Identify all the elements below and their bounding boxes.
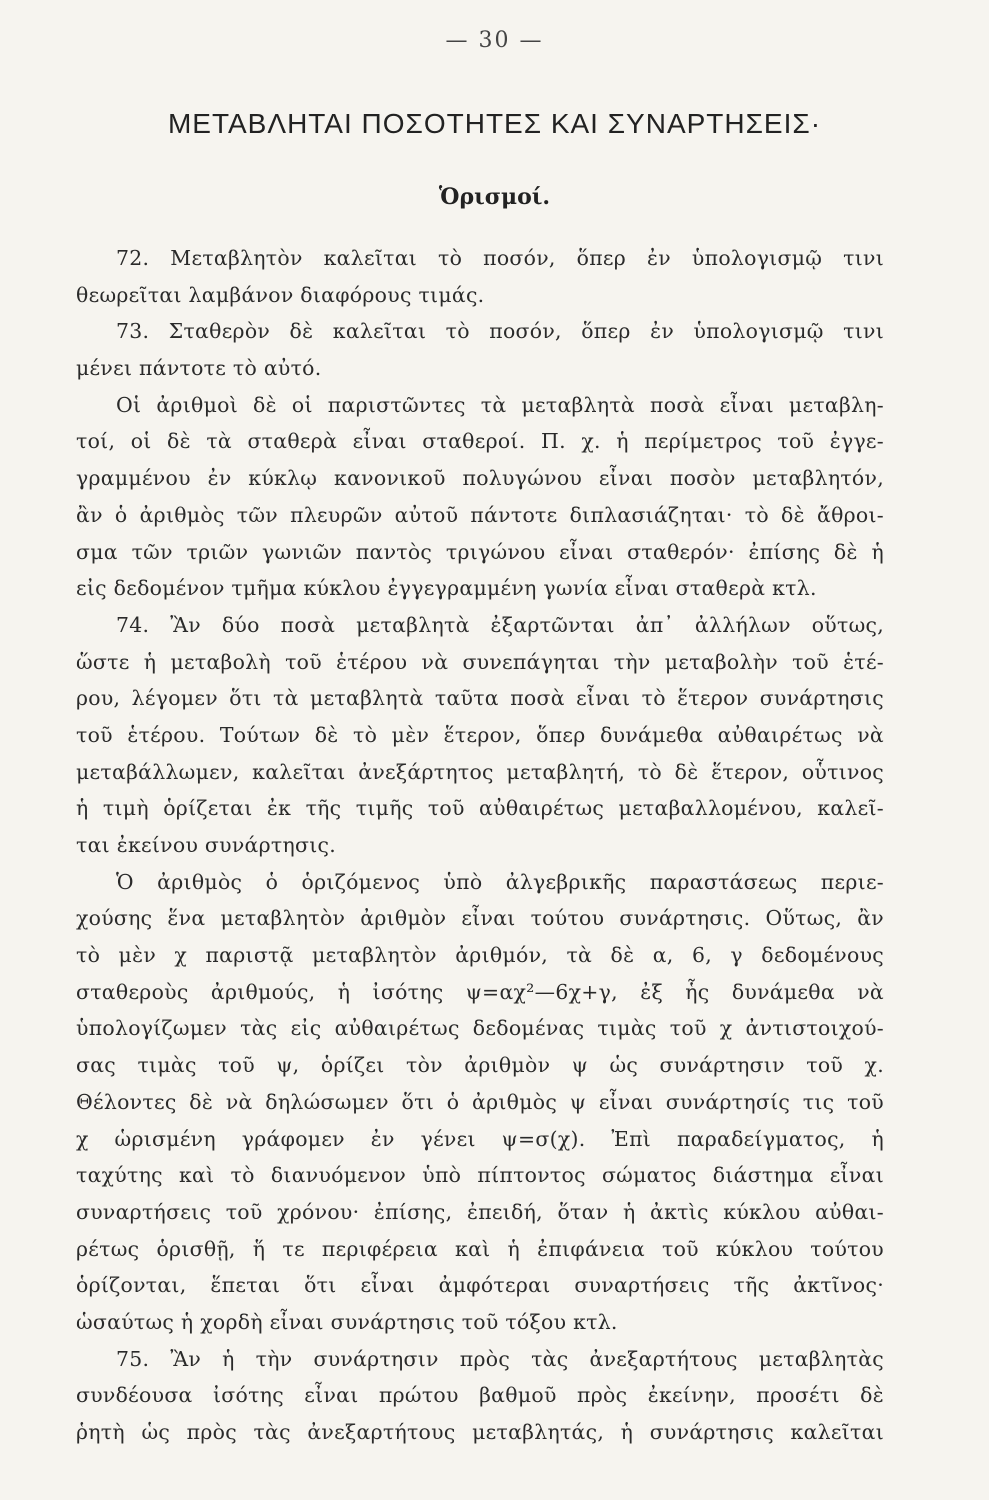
body-text bbox=[76, 240, 884, 1451]
text-line: σας τιμὰς τοῦ ψ, ὁρίζει τὸν ἀριθμὸν ψ ὡς συνάρτησιν τοῦ χ. bbox=[76, 1053, 884, 1078]
text-line: ὁρίζονται, ἕπεται ὅτι εἶναι ἀμφότεραι συναρτήσεις τῆς ἀκτῖνος· bbox=[76, 1273, 884, 1298]
text-line: χούσης ἕνα μεταβλητὸν ἀριθμὸν εἶναι τούτου συνάρτησις. Οὕτως, ἂν bbox=[76, 906, 884, 931]
page-number: — 30 — bbox=[445, 28, 544, 53]
section-subtitle: Ὁρισμοί. bbox=[438, 184, 551, 210]
text-line: ρέτως ὁρισθῇ, ἥ τε περιφέρεια καὶ ἡ ἐπιφάνεια τοῦ κύκλου τούτου bbox=[76, 1236, 884, 1261]
text-line: ῥητὴ ὡς πρὸς τὰς ἀνεξαρτήτους μεταβλητάς, ἡ συνάρτησις καλεῖται bbox=[76, 1420, 884, 1444]
text-line: τοῦ ἑτέρου. Τούτων δὲ τὸ μὲν ἕτερον, ὅπερ δυνάμεθα αὐθαιρέτως νὰ bbox=[76, 722, 884, 747]
text-line: θεωρεῖται λαμβάνον διαφόρους τιμάς. bbox=[76, 282, 485, 307]
text-line: τὸ μὲν χ παριστᾷ μεταβλητὸν ἀριθμόν, τὰ δὲ α, 6, γ δεδομένους bbox=[76, 943, 884, 968]
text-line: σμα τῶν τριῶν γωνιῶν παντὸς τριγώνου εἶναι σταθερόν· ἐπίσης δὲ ἡ bbox=[76, 539, 884, 564]
text-line: Ὁ ἀριθμὸς ὁ ὁριζόμενος ὑπὸ ἀλγεβρικῆς παραστάσεως περιε- bbox=[116, 869, 884, 894]
text-line: τοί, οἱ δὲ τὰ σταθερὰ εἶναι σταθεροί. Π. χ. ἡ περίμετρος τοῦ ἐγγε- bbox=[76, 429, 884, 454]
text-line: ται ἐκείνου συνάρτησις. bbox=[76, 833, 337, 857]
text-line: 74. Ἂν δύο ποσὰ μεταβλητὰ ἐξαρτῶνται ἀπ᾿ ἀλλήλων οὕτως, bbox=[116, 612, 884, 637]
text-line: σταθεροὺς ἀριθμούς, ἡ ἰσότης ψ=αχ²—6χ+γ, ἐξ ἧς δυνάμεθα νὰ bbox=[76, 979, 884, 1004]
text-line: χ ὡρισμένη γράφομεν ἐν γένει ψ=σ(χ). Ἐπὶ παραδείγματος, ἡ bbox=[76, 1126, 884, 1151]
text-line: μένει πάντοτε τὸ αὐτό. bbox=[76, 356, 322, 381]
text-line: ὥστε ἡ μεταβολὴ τοῦ ἑτέρου νὰ συνεπάγηται τὴν μεταβολὴν τοῦ ἑτέ- bbox=[76, 649, 884, 674]
text-line: μεταβάλλωμεν, καλεῖται ἀνεξάρτητος μεταβλητή, τὸ δὲ ἕτερον, οὗτινος bbox=[76, 759, 884, 784]
text-line: εἰς δεδομένον τμῆμα κύκλου ἐγγεγραμμένη γωνία εἶναι σταθερὰ κτλ. bbox=[76, 576, 817, 601]
text-line: ρου, λέγομεν ὅτι τὰ μεταβλητὰ ταῦτα ποσὰ εἶναι τὸ ἕτερον συνάρτησις bbox=[76, 686, 884, 711]
text-line: γραμμένου ἐν κύκλῳ κανονικοῦ πολυγώνου εἶναι ποσὸν μεταβλητόν, bbox=[76, 466, 884, 491]
text-line: ὑπολογίζωμεν τὰς εἰς αὐθαιρέτως δεδομένας τιμὰς τοῦ χ ἀντιστοιχού- bbox=[76, 1016, 884, 1041]
text-line: 72. Μεταβλητὸν καλεῖται τὸ ποσόν, ὅπερ ἐν ὑπολογισμῷ τινι bbox=[116, 246, 884, 270]
text-line: 73. Σταθερὸν δὲ καλεῖται τὸ ποσόν, ὅπερ ἐν ὑπολογισμῷ τινι bbox=[116, 319, 884, 344]
text-line: Θέλοντες δὲ νὰ δηλώσωμεν ὅτι ὁ ἀριθμὸς ψ εἶναι συνάρτησίς τις τοῦ bbox=[76, 1089, 884, 1114]
text-line: ὡσαύτως ἡ χορδὴ εἶναι συνάρτησις τοῦ τόξου κτλ. bbox=[76, 1309, 618, 1334]
text-line: Οἱ ἀριθμοὶ δὲ οἱ παριστῶντες τὰ μεταβλητὰ ποσὰ εἶναι μεταβλη- bbox=[116, 392, 884, 417]
text-line: ἂν ὁ ἀριθμὸς τῶν πλευρῶν αὐτοῦ πάντοτε διπλασιάζηται· τὸ δὲ ἄθροι- bbox=[76, 502, 884, 527]
text-line: συνδέουσα ἰσότης εἶναι πρώτου βαθμοῦ πρὸς ἐκείνην, προσέτι δὲ bbox=[76, 1383, 884, 1408]
text-line: 75. Ἂν ἡ τὴν συνάρτησιν πρὸς τὰς ἀνεξαρτήτους μεταβλητὰς bbox=[116, 1346, 884, 1371]
text-line: ἡ τιμὴ ὁρίζεται ἐκ τῆς τιμῆς τοῦ αὐθαιρέτως μεταβαλλομένου, καλεῖ- bbox=[76, 796, 884, 821]
text-line: ταχύτης καὶ τὸ διανυόμενον ὑπὸ πίπτοντος σώματος διάστημα εἶναι bbox=[76, 1163, 884, 1188]
text-line: συναρτήσεις τοῦ χρόνου· ἐπίσης, ἐπειδή, ὅταν ἡ ἀκτὶς κύκλου αὐθαι- bbox=[76, 1199, 884, 1224]
section-title: ΜΕΤΑΒΛΗΤΑΙ ΠΟΣΟΤΗΤΕΣ ΚΑΙ ΣΥΝΑΡΤΗΣΕΙΣ· bbox=[167, 108, 822, 139]
